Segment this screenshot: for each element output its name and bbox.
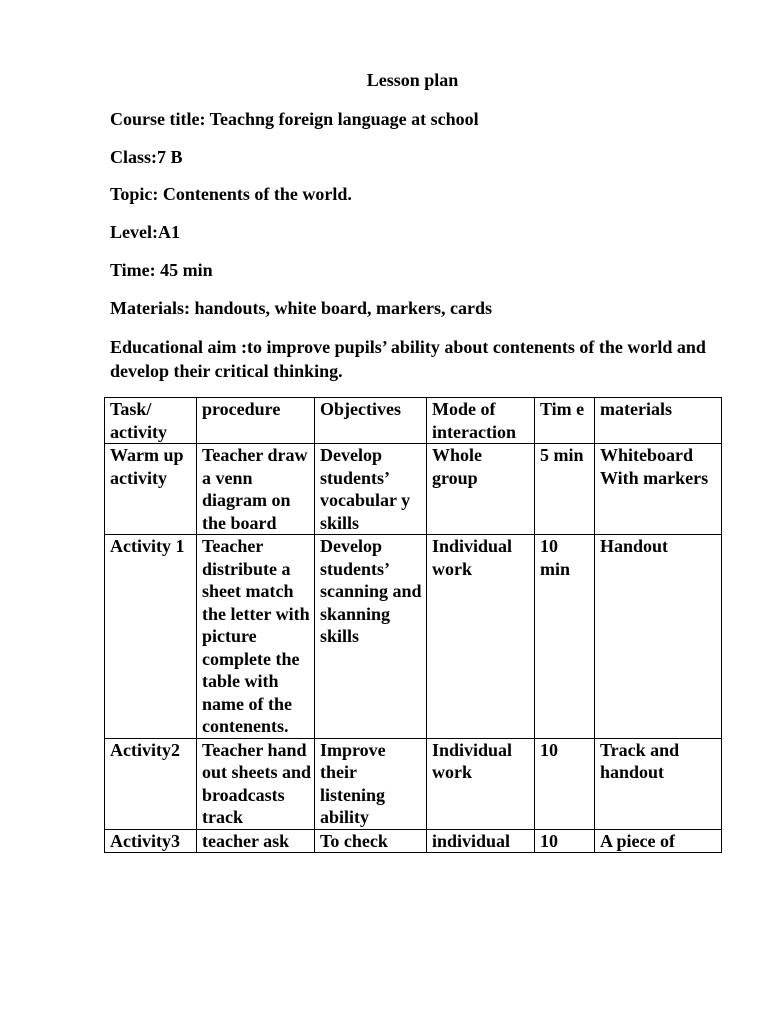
table-cell: Develop students’ scanning and skanning skills [315,535,427,739]
header-objectives: Objectives [315,398,427,444]
table-cell: Activity 1 [105,535,197,739]
table-cell: To check [315,829,427,853]
table-cell: Whole group [427,444,535,535]
table-cell: Warm up activity [105,444,197,535]
materials-field: Materials: handouts, white board, markers, cards [110,298,492,318]
table-row [105,535,722,739]
table-row [105,829,722,853]
table-row [105,738,722,829]
header-task-activity: Task/ activity [105,398,197,444]
header-mode-of-interaction: Mode of interaction [427,398,535,444]
topic-field: Topic: Contenents of the world. [110,184,352,204]
table-cell: A piece of [595,829,722,853]
table-cell: 10 min [535,535,595,739]
table-cell: Teacher distribute a sheet match the letter with picture complete the table with name of the contenents. [197,535,315,739]
header-materials: materials [595,398,722,444]
table-cell: 10 [535,829,595,853]
table-cell: Individual work [427,535,535,739]
table-cell: Activity3 [105,829,197,853]
table-cell: individual [427,829,535,853]
time-field: Time: 45 min [110,260,213,280]
educational-aim: Educational aim :to improve pupils’ ability about contenents of the world and develop their critical thinking. [110,337,706,381]
table-cell: 10 [535,738,595,829]
table-cell: Teacher draw a venn diagram on the board [197,444,315,535]
table-cell: Individual work [427,738,535,829]
document-title: Lesson plan [366,70,459,90]
table-cell: Handout [595,535,722,739]
table-cell: Track and handout [595,738,722,829]
table-cell: 5 min [535,444,595,535]
table-cell: Improve their listening ability [315,738,427,829]
table-cell: teacher ask [197,829,315,853]
lesson-plan-table [104,397,722,853]
class-field: Class:7 B [110,147,183,167]
table-header-row [105,398,722,444]
header-time: Tim e [535,398,595,444]
table-cell: Whiteboard With markers [595,444,722,535]
table-row [105,444,722,535]
table-cell: Develop students’ vocabular y skills [315,444,427,535]
level-field: Level:A1 [110,222,180,242]
header-procedure: procedure [197,398,315,444]
table-cell: Activity2 [105,738,197,829]
course-title-field: Course title: Teachng foreign language at school [110,109,479,129]
table-cell: Teacher hand out sheets and broadcasts track [197,738,315,829]
